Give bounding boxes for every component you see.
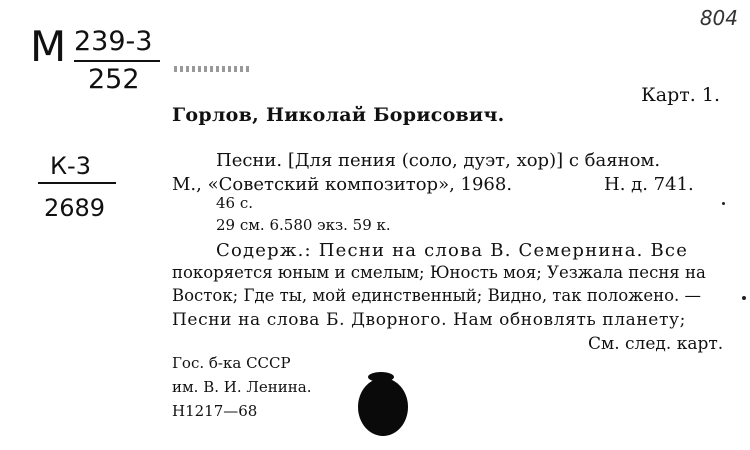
- shelfmark-letter: М: [30, 22, 67, 71]
- inventory-divider: [38, 182, 116, 184]
- card-number-label: Карт. 1.: [641, 84, 720, 106]
- physical-description-line: 29 см. 6.580 экз. 59 к.: [216, 216, 391, 234]
- library-name-line-2: им. В. И. Ленина.: [172, 378, 312, 396]
- pencil-number: 804: [699, 6, 738, 30]
- see-next-card: См. след. карт.: [588, 334, 724, 354]
- ink-blot: [358, 378, 408, 436]
- plate-number: Н. д. 741.: [604, 174, 694, 195]
- inventory-bottom: 2689: [44, 194, 106, 222]
- library-order-code: Н1217—68: [172, 402, 258, 420]
- shelfmark-top: 239-3: [74, 26, 153, 57]
- contents-line-3: Восток; Где ты, мой единственный; Видно, так положено. —: [172, 286, 702, 305]
- imprint-line: М., «Советский композитор», 1968.: [172, 174, 513, 195]
- contents-line-1: Содерж.: Песни на слова В. Семернина. Все: [216, 240, 689, 261]
- shelfmark-bottom: 252: [88, 64, 140, 95]
- shelfmark-divider: [74, 60, 160, 62]
- inventory-top: К-3: [50, 152, 91, 180]
- speck: [722, 202, 725, 205]
- speck: [742, 296, 746, 300]
- pagination-line: 46 с.: [216, 194, 254, 212]
- title-line: Песни. [Для пения (соло, дуэт, хор)] с баяном.: [216, 150, 661, 171]
- contents-line-2: покоряется юным и смелым; Юность моя; Уезжала песня на: [172, 263, 706, 282]
- author-heading: Горлов, Николай Борисович.: [172, 104, 505, 126]
- library-name: Гос. б-ка СССР: [172, 354, 291, 372]
- contents-line-4: Песни на слова Б. Дворного. Нам обновлять планету;: [172, 310, 686, 330]
- faint-stamp-mark: [174, 66, 250, 72]
